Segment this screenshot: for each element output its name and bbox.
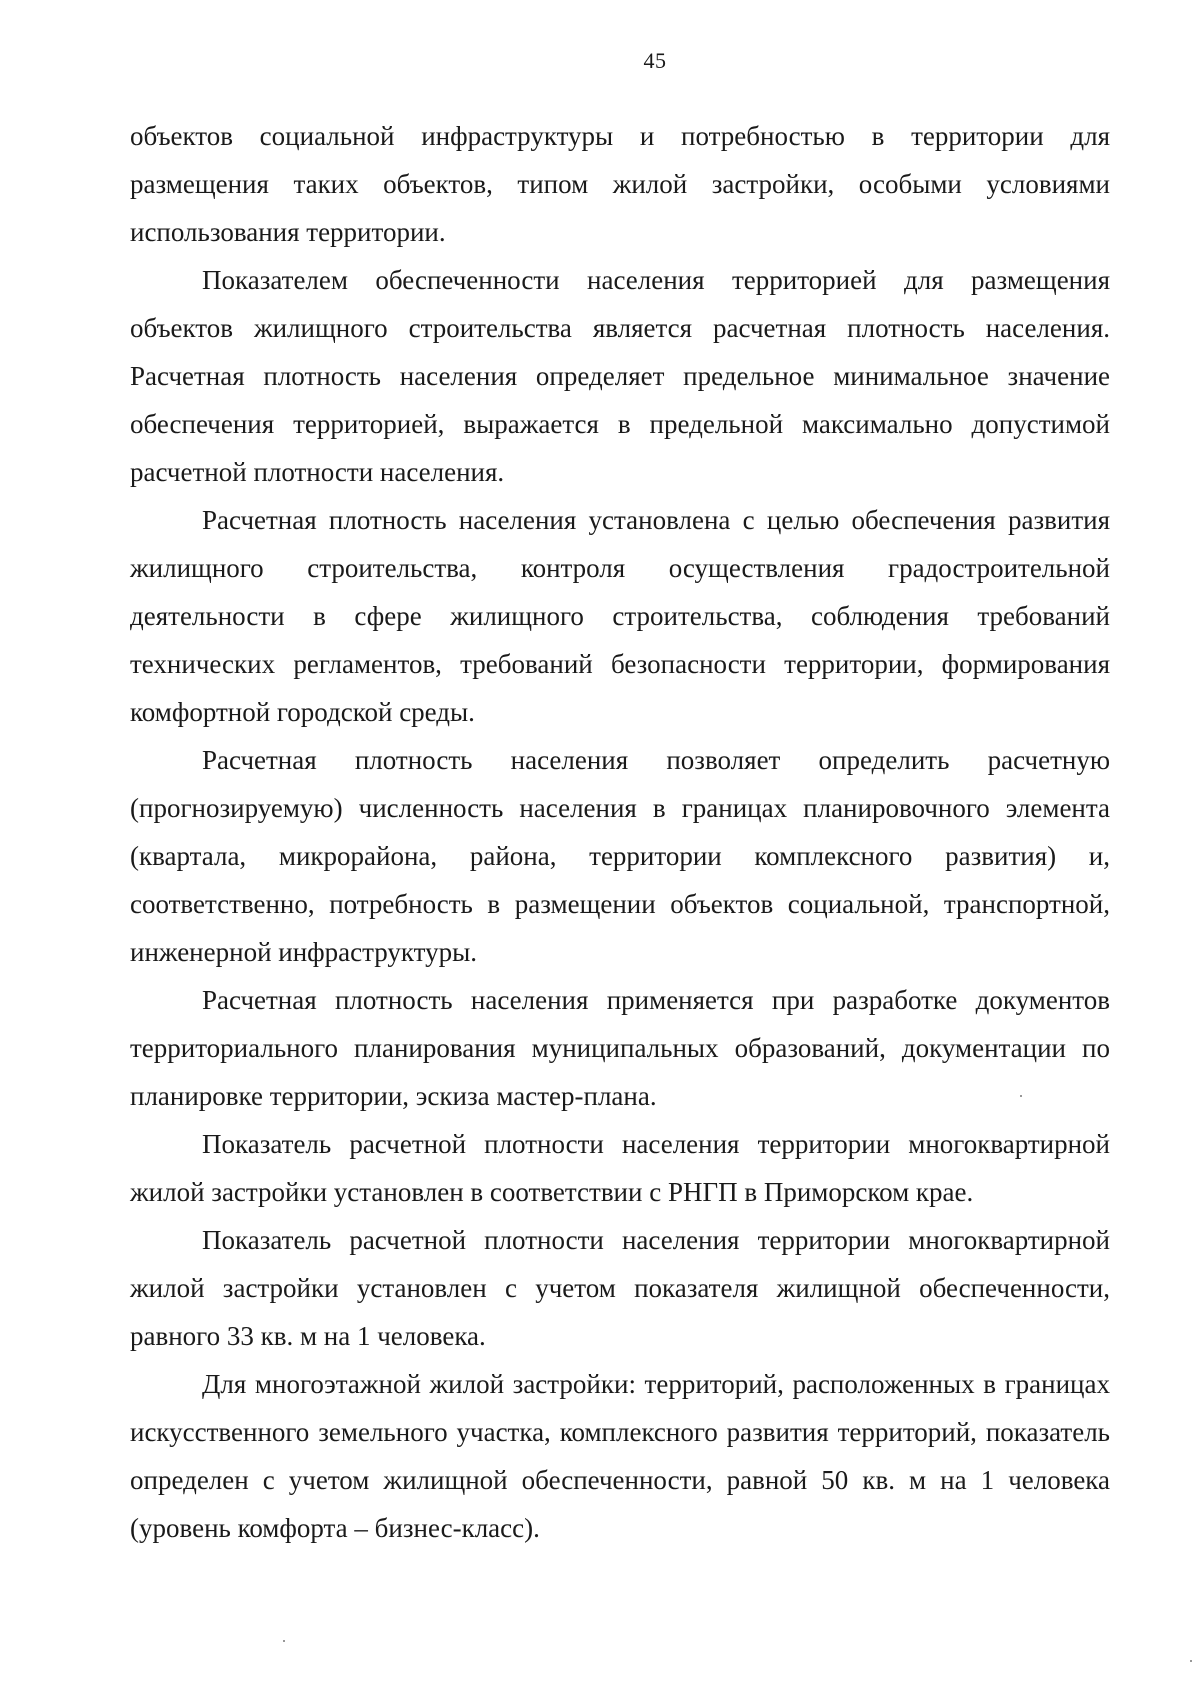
scan-speck (283, 1640, 285, 1642)
paragraph: Показателем обеспеченности населения территорией для размещения объектов жилищного строительства является расчетная плотность населения. Расчетная плотность населения определяет предельное минимальное значение обеспечения территорией, выражается в предельной максимально допустимой расчетной плотности населения. (130, 265, 1110, 487)
page-number: 45 (643, 48, 667, 73)
paragraph: Расчетная плотность населения применяется при разработке документов территориального планирования муниципальных образований, документации по планировке территории, эскиза мастер-плана. (130, 985, 1110, 1111)
document-body (130, 112, 1110, 1552)
paragraph: объектов социальной инфраструктуры и потребностью в территории для размещения таких объектов, типом жилой застройки, особыми условиями использования территории. (130, 121, 1110, 247)
scan-speck (1020, 1095, 1022, 1097)
paragraph: Расчетная плотность населения позволяет определить расчетную (прогнозируемую) численность населения в границах планировочного элемента (квартала, микрорайона, района, территории комплексного развития) и, соответственно, потребность в размещении объектов социальной, транспортной, инженерной инфраструктуры. (130, 745, 1110, 967)
paragraph: Расчетная плотность населения установлена с целью обеспечения развития жилищного строительства, контроля осуществления градостроительной деятельности в сфере жилищного строительства, соблюдения требований технических регламентов, требований безопасности территории, формирования комфортной городской среды. (130, 505, 1110, 727)
paragraph: Показатель расчетной плотности населения территории многоквартирной жилой застройки установлен с учетом показателя жилищной обеспеченности, равного 33 кв. м на 1 человека. (130, 1225, 1110, 1351)
scan-speck (1190, 1660, 1192, 1662)
paragraph: Показатель расчетной плотности населения территории многоквартирной жилой застройки установлен в соответствии с РНГП в Приморском крае. (130, 1129, 1110, 1207)
paragraph: Для многоэтажной жилой застройки: территорий, расположенных в границах искусственного земельного участка, комплексного развития территорий, показатель определен с учетом жилищной обеспеченности, равной 50 кв. м на 1 человека (уровень комфорта – бизнес-класс). (130, 1369, 1110, 1543)
